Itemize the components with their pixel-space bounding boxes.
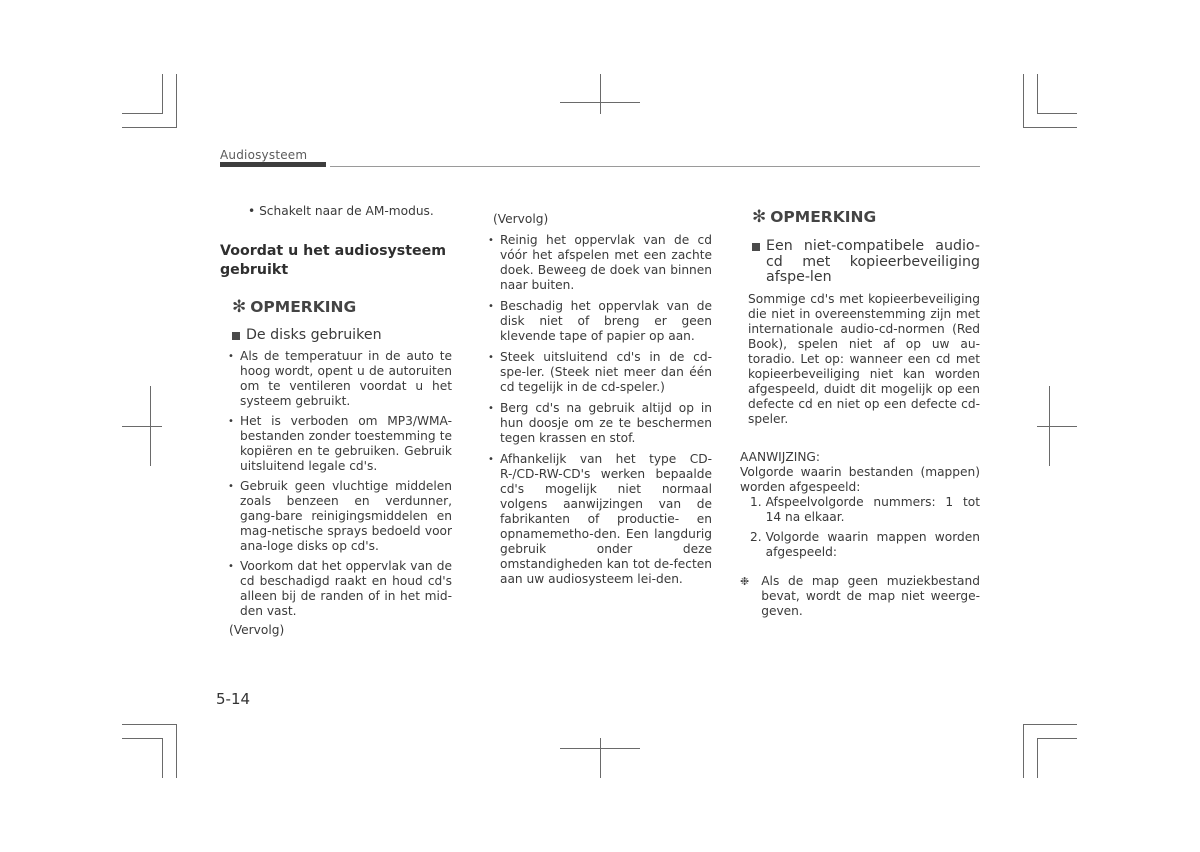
- crop-mark: [176, 724, 177, 778]
- crop-mark: [176, 74, 177, 128]
- section-header: Audiosysteem: [220, 148, 308, 162]
- list-item: • Als de temperatuur in de auto te hoog wordt, opent u de autoruiten om te ventileren voordat u het systeem gebruikt.: [228, 349, 452, 409]
- list-item: • Het is verboden om MP3/WMA-bestanden zonder toestemming te kopiëren en te gebruiken. Gebruik uitsluitend legale cd's.: [228, 414, 452, 474]
- list-item: • Beschadig het oppervlak van de disk niet of breng er geen klevende tape of papier op aan.: [488, 299, 712, 344]
- note-heading: [232, 297, 452, 317]
- list-item: • Berg cd's na gebruik altijd op in hun doosje om ze te beschermen tegen krassen en stof.: [488, 401, 712, 446]
- crop-mark: [122, 127, 176, 128]
- crop-mark: [162, 738, 163, 778]
- subheading-text: Een niet-compatibele audio-cd met kopieerbeveiliging afspe-len: [766, 238, 980, 285]
- square-bullet-icon: [232, 332, 240, 340]
- folder-note-text: Als de map geen muziekbestand bevat, wordt de map niet weerge-geven.: [761, 573, 980, 618]
- registration-mark: [122, 426, 162, 427]
- subheading: [752, 239, 980, 286]
- crop-mark: [1023, 724, 1077, 725]
- playback-order-list: [750, 495, 980, 560]
- list-item: 2. Volgorde waarin mappen worden afgespeeld:: [750, 529, 980, 559]
- crop-mark: [1023, 74, 1024, 128]
- section-title: Voordat u het audiosysteem gebruikt: [220, 243, 447, 278]
- list-item: 1. Afspeelvolgorde nummers: 1 tot 14 na elkaar.: [750, 494, 980, 524]
- registration-mark: [600, 738, 601, 778]
- list-item: • Afhankelijk van het type CD-R-/CD-RW-CD's werken bepaalde cd's mogelijk niet normaal volgens aanwijzingen van de fabrikanten of productie- en opnamemetho-den. Een langdurig gebruik onder deze omstandigheden kan tot de-fecten aan uw audiosysteem lei-den.: [488, 452, 712, 587]
- continued-label: (Vervolg): [493, 212, 549, 226]
- crop-mark: [122, 113, 162, 114]
- registration-mark: [560, 102, 640, 103]
- square-bullet-icon: [752, 243, 760, 251]
- crop-mark: [1037, 738, 1077, 739]
- list-item: • Reinig het oppervlak van de cd vóór het afspelen met een zachte doek. Beweeg de doek van binnen naar buiten.: [488, 233, 712, 293]
- disk-care-list: [488, 233, 712, 587]
- list-item: • Steek uitsluitend cd's in de cd-spe-ler. (Steek niet meer dan één cd tegelijk in de cd-speler.): [488, 350, 712, 395]
- crop-mark: [1023, 724, 1024, 778]
- continued-label: (Vervolg): [229, 622, 285, 637]
- column-middle: [488, 200, 712, 587]
- crop-mark: [122, 724, 176, 725]
- subheading: [232, 328, 452, 344]
- copy-protection-paragraph: Sommige cd's met kopieerbeveiliging die niet in overeenstemming zijn met internationale audio-cd-normen (Red Book), spelen niet af op uw au-toradio. Let op: wanneer een cd met kopieerbeveiliging niet kan worden afgespeeld, duidt dit mogelijk op een defecte cd en niet op een defecte cd-speler.: [748, 291, 980, 426]
- hint-intro: Volgorde waarin bestanden (mappen) worden afgespeeld:: [740, 464, 980, 494]
- registration-mark: [560, 748, 640, 749]
- note-title: OPMERKING: [770, 208, 877, 226]
- header-rule: [330, 166, 980, 167]
- crop-mark: [122, 738, 162, 739]
- folder-note: [740, 574, 980, 619]
- note-heading: [752, 207, 980, 227]
- crop-mark: [162, 74, 163, 114]
- note-icon: ✻: [232, 297, 247, 317]
- crop-mark: [1037, 113, 1077, 114]
- list-item: • Gebruik geen vluchtige middelen zoals benzeen en verdunner, gang-bare reinigingsmiddelen en mag-netische sprays bedoeld voor ana-loge disks op cd's.: [228, 479, 452, 554]
- page-number: 5-14: [216, 690, 251, 708]
- registration-mark: [1037, 426, 1077, 427]
- list-item: • Voorkom dat het oppervlak van de cd beschadigd raakt en houd cd's alleen bij de randen of in het mid-den vast.: [228, 559, 452, 619]
- note-title: OPMERKING: [250, 298, 357, 316]
- snowflake-icon: ❉: [740, 574, 750, 588]
- header-bar: [220, 162, 326, 167]
- crop-mark: [1037, 738, 1038, 778]
- note-icon: ✻: [752, 207, 767, 227]
- crop-mark: [1023, 127, 1077, 128]
- column-left: [220, 200, 452, 638]
- registration-mark: [600, 74, 601, 114]
- column-right: [740, 200, 980, 619]
- disk-usage-list: [228, 349, 452, 619]
- hint-label: AANWIJZING:: [740, 449, 820, 464]
- crop-mark: [1037, 74, 1038, 114]
- subheading-text: De disks gebruiken: [246, 327, 382, 343]
- am-mode-bullet: • Schakelt naar de AM-modus.: [248, 204, 434, 218]
